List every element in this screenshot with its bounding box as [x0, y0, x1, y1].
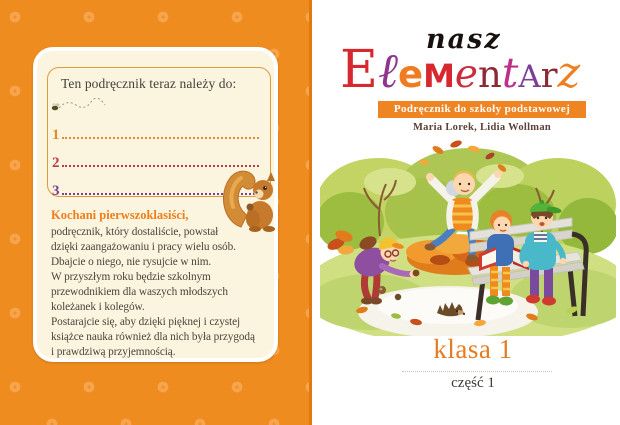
letter-line: Postarajcie się, aby dzięki pięknej i czystej	[51, 316, 241, 328]
logo	[332, 24, 604, 100]
ownership-card	[33, 47, 278, 362]
ownership-line-number: 3	[52, 183, 60, 199]
class-label: klasa 1	[433, 334, 513, 364]
squirrel-icon	[217, 163, 279, 233]
letter-salutation: Kochani pierwszoklasiści,	[51, 208, 189, 222]
letter-line: książce nauka również dla nich była przygodą	[51, 331, 255, 343]
logo-letter: e	[397, 53, 424, 96]
subtitle-banner: Podręcznik do szkoły podstawowej	[378, 101, 586, 118]
right-page-cover	[312, 0, 620, 425]
bee-doodle-icon	[50, 98, 110, 114]
ownership-dotted-line	[62, 137, 260, 139]
logo-letter: E	[340, 40, 378, 100]
part-label: część 1	[451, 375, 495, 391]
logo-letter: e	[454, 52, 479, 97]
ownership-line-number: 1	[52, 127, 60, 143]
logo-top-word: nasz	[426, 24, 502, 55]
letter-body	[51, 225, 273, 360]
logo-letter: n	[478, 53, 502, 96]
logo-letter: z	[557, 48, 581, 98]
ownership-line-number: 2	[52, 155, 60, 171]
divider-line	[402, 371, 552, 372]
ownership-box-title: Ten podręcznik teraz należy do:	[61, 76, 237, 91]
letter-line: podręcznik, który dostaliście, powstał	[51, 226, 219, 238]
letter-line: Dbajcie o niego, nie rysujcie w nim.	[51, 256, 212, 268]
ownership-line	[52, 114, 262, 142]
letter-line: koleżanek i kolegów.	[51, 301, 145, 313]
logo-letter: A	[518, 59, 541, 95]
logo-letter: ℓ	[377, 43, 398, 99]
cover-illustration	[320, 140, 616, 336]
letter-line: dzięki zaangażowaniu i pracy wielu osób.	[51, 241, 236, 253]
logo-letter: r	[540, 56, 558, 96]
authors: Maria Lorek, Lidia Wollman	[412, 122, 552, 133]
logo-letter: M	[423, 57, 455, 95]
letter-line: W przyszłym roku będzie szkolnym	[51, 271, 211, 283]
logo-letter: t	[501, 49, 519, 97]
letter-line: przewodnikiem dla waszych młodszych	[51, 286, 228, 298]
letter-line: i prawdziwą przyjemnością.	[51, 346, 176, 358]
logo-word	[340, 40, 580, 100]
